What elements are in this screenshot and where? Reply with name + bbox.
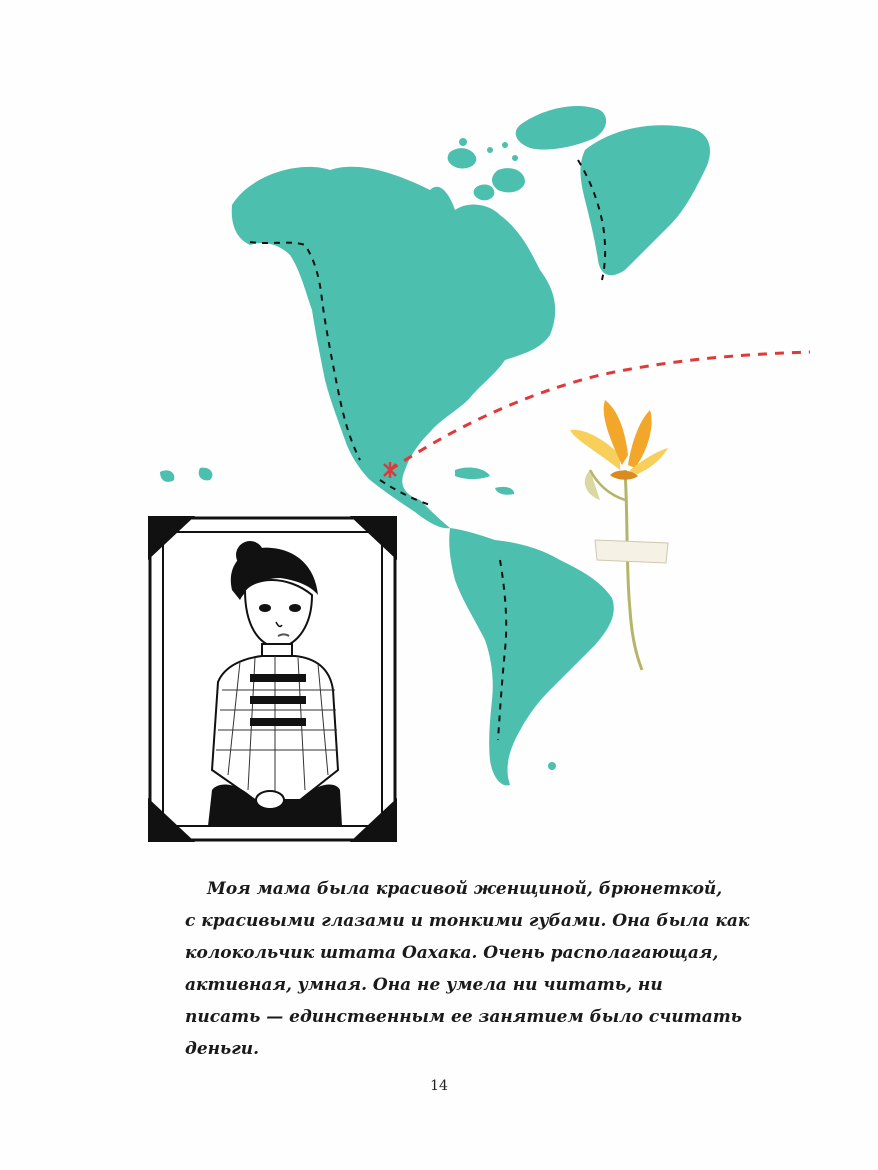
framed-portrait-icon (148, 516, 397, 842)
body-text (185, 873, 750, 1065)
arctic-islet (512, 155, 518, 161)
arctic-island-2 (448, 148, 477, 168)
text-line: колокольчик штата Оахака. Очень располагающая, (185, 943, 719, 963)
text-line: с красивыми глазами и тонкими губами. Она была как (185, 911, 750, 931)
south-america (449, 528, 614, 785)
arctic-island-3 (492, 168, 525, 192)
hawaii-island (199, 468, 213, 481)
arctic-islet (542, 122, 548, 128)
text-line: писать — единственным ее занятием было считать (185, 1007, 742, 1027)
arctic-island-4 (474, 184, 495, 200)
arctic-island-1 (516, 106, 606, 150)
falkland-islet (548, 762, 556, 770)
text-line: деньги. (185, 1039, 260, 1059)
text-line: активная, умная. Она не умела ни читать, ни (185, 975, 663, 995)
text-line: Моя мама была красивой женщиной, брюнеткой, (207, 879, 723, 899)
arctic-islet (459, 138, 467, 146)
tape-strip (595, 540, 668, 563)
caribbean-island (495, 487, 514, 495)
hawaii-island (160, 470, 174, 482)
page-number: 14 (430, 1078, 448, 1094)
arctic-islet (502, 142, 508, 148)
caribbean-island (455, 468, 490, 479)
greenland (580, 125, 710, 275)
arctic-islet (487, 147, 493, 153)
